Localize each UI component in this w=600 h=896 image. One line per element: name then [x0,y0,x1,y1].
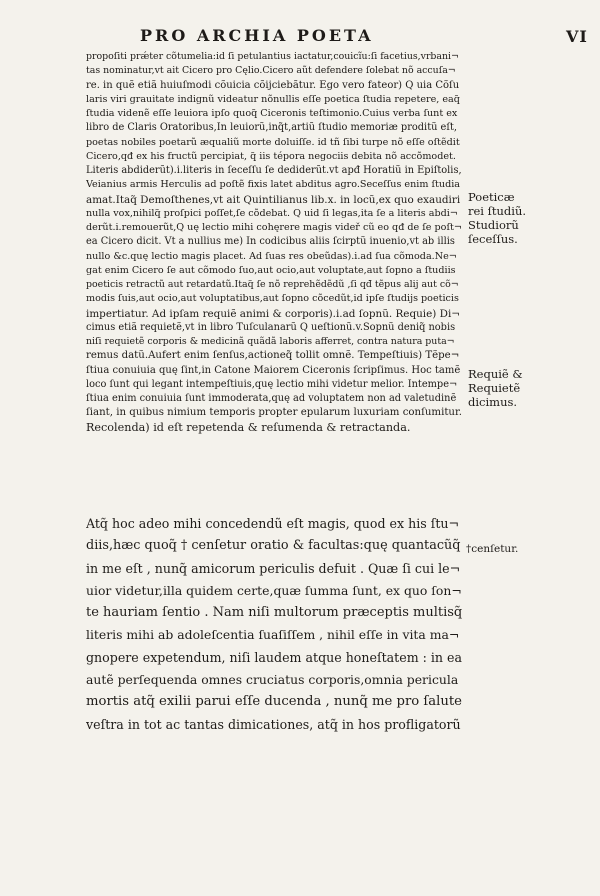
main-text-line: mortis atq̃ exilii parui eſſe ducenda , nunq̃ me pro ſalute [86,694,462,710]
commentary-line: impertiatur. Ad ipſam requiẽ animi & corporis).i.ad ſopnũ. Requie) Di¬ [86,307,460,320]
commentary-line: loco ſunt qui legant intempeſtiuis,quę lectio mihi videtur melior. Intempe¬ [86,378,458,390]
commentary-line: gat enim Cicero ſe aut cõmodo ſuo,aut ocio,aut voluptate,aut ſopno a ſtudiis [86,264,456,276]
commentary-line: nullo &c.quę lectio magis placet. Ad ſuas res obeũdas).i.ad ſua cõmoda.Ne¬ [86,250,457,262]
margin-note-censetur: †cenſetur. [466,543,519,555]
commentary-line: tas nominatur,vt ait Cicero pro Cęlio.Cicero aũt defendere ſolebat nõ accuſa¬ [86,65,456,77]
main-text-block [86,513,462,736]
commentary-line: propoſiti prǽter cõtumelia:id ſi petulantius iactatur,couicĩu:ſi facetius,vrbani¬ [86,51,459,62]
commentary-line: ſtiua conuiuia quę ſint,in Catone Maiorem Ciceronis ſcripſimus. Hoc tamẽ [86,364,461,376]
commentary-line: Cicero,qđ ex his fructũ percipiat, q̃ iis tépora negociis debita nõ accõmodet. [86,150,456,162]
commentary-line: niſi requietẽ corporis & medicinã quãdã laboris afferret, contra natura puta¬ [86,336,455,347]
commentary-line: nulla vox,nihilq̃ proſpici poſſet,ſe cõdebat. Q uid ſi legas,ita ſe a literis abdi¬ [86,207,458,219]
main-text-line: gnopere expetendum, niſi laudem atque honeſtatem : in ea [86,649,462,665]
commentary-line: amat.Itaq̃ Demoſthenes,vt ait Quintilianus lib.x. in locũ,ex quo exaudiri [86,193,461,206]
main-text-line: uior videtur,illa quidem certe,quæ ſumma ſunt, ex quo ſon¬ [86,582,462,598]
margin-note-requiem: Requiẽ & Requietẽ dicimus. [468,367,523,409]
commentary-line: ſtiua enim conuiuia ſunt immoderata,quę ad voluptatem non ad valetudinẽ [86,393,457,404]
margin-note-poeticae: Poeticæ rei ſtudiũ. Studiorũ ſeceſſus. [468,190,527,246]
commentary-block [86,50,462,435]
commentary-line: Veianius armis Herculis ad poſtẽ fixis latet abditus agro.Seceſſus enim ſtudia [86,179,461,191]
commentary-line: derũt.i.remouerũt,Q uę lectio mihi cohęrere magis videř cũ eo qđ de ſe poſt¬ [86,222,462,233]
main-text-line: literis mihi ab adoleſcentia ſuaſiſſem , nihil eſſe in vita ma¬ [86,627,460,643]
commentary-line: poetas nobiles poetarũ æqualiũ morte doluiſſe. id tñ ſibi turpe nõ eſſe oſtẽdit [86,136,460,148]
commentary-line: libro de Claris Oratoribus,In leuiorũ,inq̃t,artiũ ſtudio memoriæ proditũ eſt, [86,122,458,134]
commentary-line: poeticis retractũ aut retardatũ.Itaq̃ ſe nõ reprehẽdẽdũ ,ſi qđ tẽpus alij aut cõ¬ [86,279,459,290]
commentary-line: laris viri grauitate indignũ videatur nõnullis eſſe poetica ſtudia repetere, eaq̃ [86,93,460,105]
commentary-line: Recolenda) id eſt repetenda & reſumenda & retractanda. [86,420,411,434]
main-text-line: te hauriam ſentio . Nam niſi multorum præceptis multisq̃ [86,605,462,621]
commentary-line: cimus etiã requietẽ,vt in libro Tuſculanarũ Q ueſtionũ.v.Sopnũ deniq̃ nobis [86,321,456,333]
main-text-line: Atq̃ hoc adeo mihi concedendũ eſt magis, quod ex his ſtu¬ [86,516,460,531]
main-text-line: veſtra in tot ac tantas dimicationes, atq̃ in hos profligatorũ [86,716,461,732]
running-head: PRO ARCHIA POETA [140,26,374,45]
commentary-line: modis ſuis,aut ocio,aut voluptatibus,aut ſopno cõcedũt,id ipſe ſtudijs poeticis [86,293,459,305]
main-text-line: diis,hæc quoq̃ † cenſetur oratio & facultas:quę quantacũq̃ [86,538,461,554]
folio-number: VI [566,27,588,46]
commentary-line: re. in quẽ etiã huiuſmodi cõuicia cõijciebãtur. Ego vero fateor) Q uia Cõſu [86,79,460,91]
commentary-line: remus datũ.Aufert enim ſenſus,actioneq̃ tollit omnẽ. Tempeſtiuis) Tẽpe¬ [86,350,460,362]
main-text-line: in me eſt , nunq̃ amicorum periculis defuit . Quæ ſi cui le¬ [86,560,461,576]
commentary-line: ſtudia videnẽ eſſe leuiora ipſo quoq̃ Ciceronis teſtimonio.Cuius verba ſunt ex [86,108,458,119]
commentary-line: ea Cicero dicit. Vt a nullius me) In codicibus aliis ſcirptũ inuenio,vt ab illis [86,236,455,248]
commentary-line: Literis abdiderũt).i.literis in ſeceſſu ſe dediderũt.vt apđ Horatiũ in Epiſtolis, [86,165,462,176]
commentary-line: ſiant, in quibus nimium temporis propter epularum luxuriam conſumitur. [86,407,462,419]
main-text-line: autẽ perſequenda omnes cruciatus corporis,omnia pericula [86,672,459,688]
